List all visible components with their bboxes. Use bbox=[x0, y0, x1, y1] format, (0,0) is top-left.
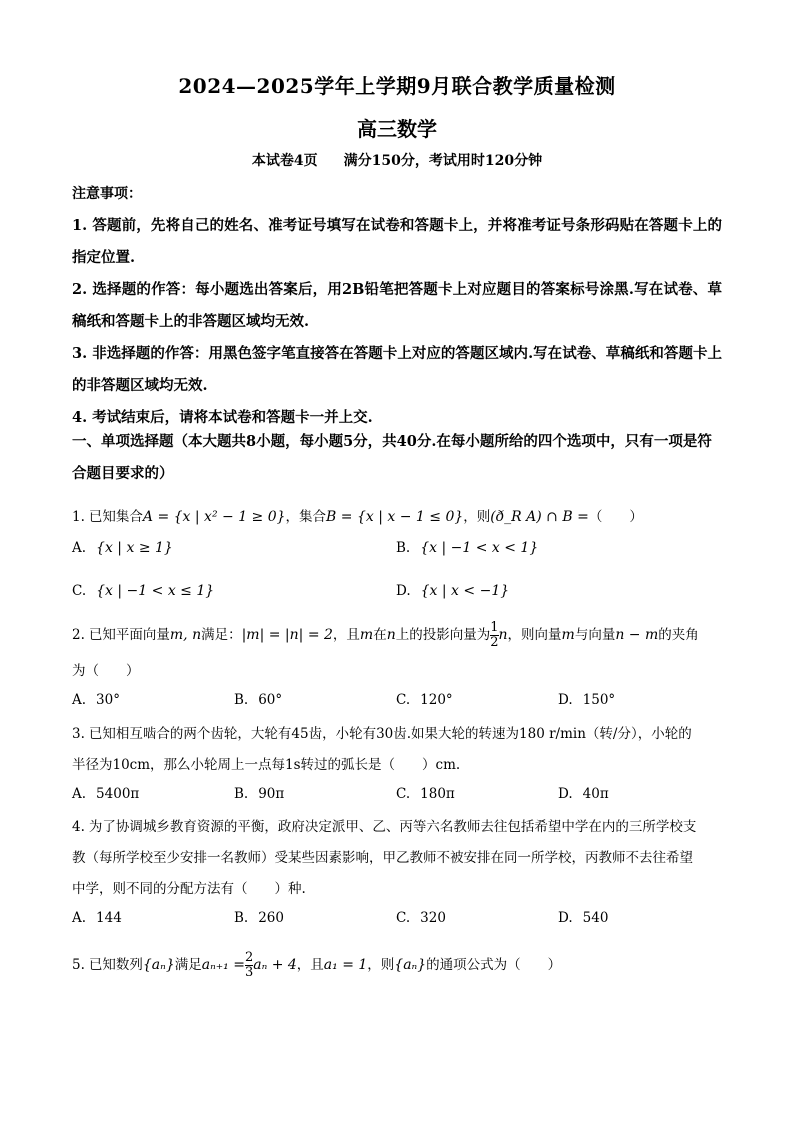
question-text: 为（ ） bbox=[72, 663, 140, 679]
answer-blank: （ ） bbox=[588, 509, 643, 525]
question-text: ，则 bbox=[463, 509, 491, 525]
vector-difference: n − m bbox=[615, 627, 659, 643]
option-label: A. bbox=[72, 692, 87, 708]
notes-heading: 注意事项： bbox=[72, 186, 142, 202]
question-number: 2. bbox=[72, 627, 85, 643]
fraction-two-thirds bbox=[245, 951, 253, 980]
section-heading: 一、单项选择题（本大题共8小题，每小题5分，共40分.在每小题所给的四个选项中，只有一项是符合题目要求的） bbox=[72, 433, 712, 482]
question-text: 在 bbox=[373, 627, 387, 643]
option-b bbox=[234, 786, 284, 802]
question-1 bbox=[72, 502, 722, 532]
option-d bbox=[396, 583, 509, 599]
vector-n: n bbox=[386, 627, 396, 643]
question-4-continued bbox=[72, 874, 722, 904]
option-a bbox=[72, 786, 139, 802]
option-label: B. bbox=[234, 786, 249, 802]
option-label: B. bbox=[396, 540, 411, 556]
question-text: ，且 bbox=[332, 627, 360, 643]
note-item: 2. 选择题的作答：每小题选出答案后，用2B铅笔把答题卡上对应题目的答案标号涂黑.写在试卷、草稿纸和答题卡上的非答题区域均无效. bbox=[72, 281, 722, 330]
option-text: {x | −1 < x ≤ 1} bbox=[96, 583, 215, 599]
question-text: 上的投影向量为 bbox=[395, 627, 491, 643]
question-text: 为了协调城乡教育资源的平衡，政府决定派甲、乙、丙等六名教师去往包括希望中学在内的三所学校支 bbox=[88, 819, 697, 835]
question-4-options bbox=[72, 910, 722, 936]
option-label: C. bbox=[396, 692, 411, 708]
question-text: 已知相互啮合的两个齿轮，大轮有45齿，小轮有30齿.如果大轮的转速为180 r/min（转/分），小轮的 bbox=[88, 726, 692, 742]
magnitude-condition: |m| = |n| = 2 bbox=[241, 627, 333, 643]
option-label: D. bbox=[396, 583, 411, 599]
option-label: C. bbox=[396, 910, 411, 926]
question-text: 已知平面向量 bbox=[88, 627, 170, 643]
option-b bbox=[396, 540, 538, 556]
note-item: 1. 答题前，先将自己的姓名、准考证号填写在试卷和答题卡上，并将准考证号条形码贴在答题卡上的指定位置. bbox=[72, 217, 722, 266]
option-label: D. bbox=[558, 910, 573, 926]
option-b bbox=[234, 910, 284, 926]
option-text: 180π bbox=[420, 786, 455, 802]
option-label: C. bbox=[396, 786, 411, 802]
fraction-numerator: 1 bbox=[490, 620, 499, 635]
option-text: 320 bbox=[420, 910, 446, 926]
question-2-continued bbox=[72, 656, 722, 686]
option-text: {x | −1 < x < 1} bbox=[420, 540, 539, 556]
option-a bbox=[72, 540, 173, 556]
question-number: 5. bbox=[72, 957, 85, 973]
option-d bbox=[558, 910, 608, 926]
option-text: {x | x ≥ 1} bbox=[96, 540, 173, 556]
option-d bbox=[558, 786, 609, 802]
option-text: 60° bbox=[258, 692, 283, 708]
option-a bbox=[72, 910, 122, 926]
exam-title: 2024—2025学年上学期9月联合教学质量检测 bbox=[178, 74, 616, 98]
score-time: 满分150分，考试用时120分钟 bbox=[343, 153, 543, 169]
question-2-options bbox=[72, 692, 722, 718]
question-4-continued bbox=[72, 843, 722, 873]
set-a-expression: A = {x | x² − 1 ≥ 0} bbox=[142, 509, 286, 525]
question-4 bbox=[72, 812, 722, 842]
option-text: 90π bbox=[258, 786, 285, 802]
option-a bbox=[72, 692, 120, 708]
fraction-denominator: 2 bbox=[490, 635, 499, 650]
question-text: 中学，则不同的分配方法有（ ）种. bbox=[72, 881, 306, 897]
option-text: 30° bbox=[96, 692, 120, 708]
question-text: 与向量 bbox=[574, 627, 616, 643]
note-item: 4. 考试结束后，请将本试卷和答题卡一并上交. bbox=[72, 409, 373, 426]
question-text: 已知数列 bbox=[88, 957, 143, 973]
question-3-options bbox=[72, 786, 722, 812]
option-c bbox=[72, 583, 214, 599]
question-text: 的夹角 bbox=[658, 627, 699, 643]
option-text: 260 bbox=[258, 910, 284, 926]
question-text: 的通项公式为（ ） bbox=[426, 957, 562, 973]
option-c bbox=[396, 910, 446, 926]
option-text: 120° bbox=[420, 692, 453, 708]
question-3 bbox=[72, 719, 722, 749]
notes-list bbox=[72, 210, 722, 434]
fraction-numerator: 2 bbox=[244, 950, 254, 965]
question-number: 4. bbox=[72, 819, 85, 835]
exam-subject: 高三数学 bbox=[357, 117, 437, 141]
complement-expression: (ð_R A) ∩ B = bbox=[490, 509, 589, 525]
page-count: 本试卷4页 bbox=[251, 153, 318, 169]
option-c bbox=[396, 786, 455, 802]
recurrence-left: aₙ₊₁ = bbox=[201, 957, 245, 973]
initial-term: a₁ = 1 bbox=[323, 957, 368, 973]
option-text: 150° bbox=[582, 692, 616, 708]
projection-vector: n bbox=[498, 627, 508, 643]
question-text: 已知集合 bbox=[88, 509, 143, 525]
question-text: ，则 bbox=[367, 957, 395, 973]
option-text: 540 bbox=[582, 910, 609, 926]
option-label: A. bbox=[72, 910, 87, 926]
question-1-options bbox=[72, 583, 722, 609]
option-text: 144 bbox=[96, 910, 122, 926]
fraction-denominator: 3 bbox=[244, 965, 254, 980]
note-item: 3. 非选择题的作答：用黑色签字笔直接答在答题卡上对应的答题区域内.写在试卷、草稿纸和答题卡上的非答题区域均无效. bbox=[72, 345, 722, 394]
vector-names: m, n bbox=[169, 627, 202, 643]
question-text: 半径为10cm，那么小轮周上一点每1s转过的弧长是（ ）cm. bbox=[72, 757, 461, 773]
sequence-name: {aₙ} bbox=[394, 957, 427, 973]
option-label: D. bbox=[558, 786, 573, 802]
option-text: 40π bbox=[582, 786, 609, 802]
option-label: D. bbox=[558, 692, 573, 708]
question-number: 1. bbox=[72, 509, 85, 525]
recurrence-right: aₙ + 4 bbox=[253, 957, 297, 973]
question-text: ，集合 bbox=[285, 509, 327, 525]
set-b-expression: B = {x | x − 1 ≤ 0} bbox=[326, 509, 464, 525]
question-text: 满足 bbox=[174, 957, 202, 973]
question-text: ，且 bbox=[296, 957, 324, 973]
question-number: 3. bbox=[72, 726, 85, 742]
question-text: 满足： bbox=[201, 627, 242, 643]
vector-m: m bbox=[561, 627, 575, 643]
option-b bbox=[234, 692, 282, 708]
exam-meta bbox=[0, 150, 794, 170]
question-5 bbox=[72, 950, 722, 980]
fraction-one-half bbox=[490, 621, 498, 650]
option-text: 5400π bbox=[96, 786, 140, 802]
question-text: ，则向量 bbox=[507, 627, 562, 643]
question-3-continued bbox=[72, 750, 722, 780]
option-d bbox=[558, 692, 615, 708]
option-text: {x | x < −1} bbox=[420, 583, 510, 599]
question-1-options bbox=[72, 540, 722, 566]
question-text: 教（每所学校至少安排一名教师）受某些因素影响，甲乙教师不被安排在同一所学校，丙教师不去往希望 bbox=[72, 850, 693, 866]
option-label: B. bbox=[234, 692, 249, 708]
sequence-name: {aₙ} bbox=[142, 957, 175, 973]
option-label: B. bbox=[234, 910, 249, 926]
option-label: C. bbox=[72, 583, 87, 599]
option-c bbox=[396, 692, 453, 708]
question-2 bbox=[72, 620, 722, 650]
option-label: A. bbox=[72, 540, 87, 556]
vector-m: m bbox=[359, 627, 374, 643]
option-label: A. bbox=[72, 786, 87, 802]
